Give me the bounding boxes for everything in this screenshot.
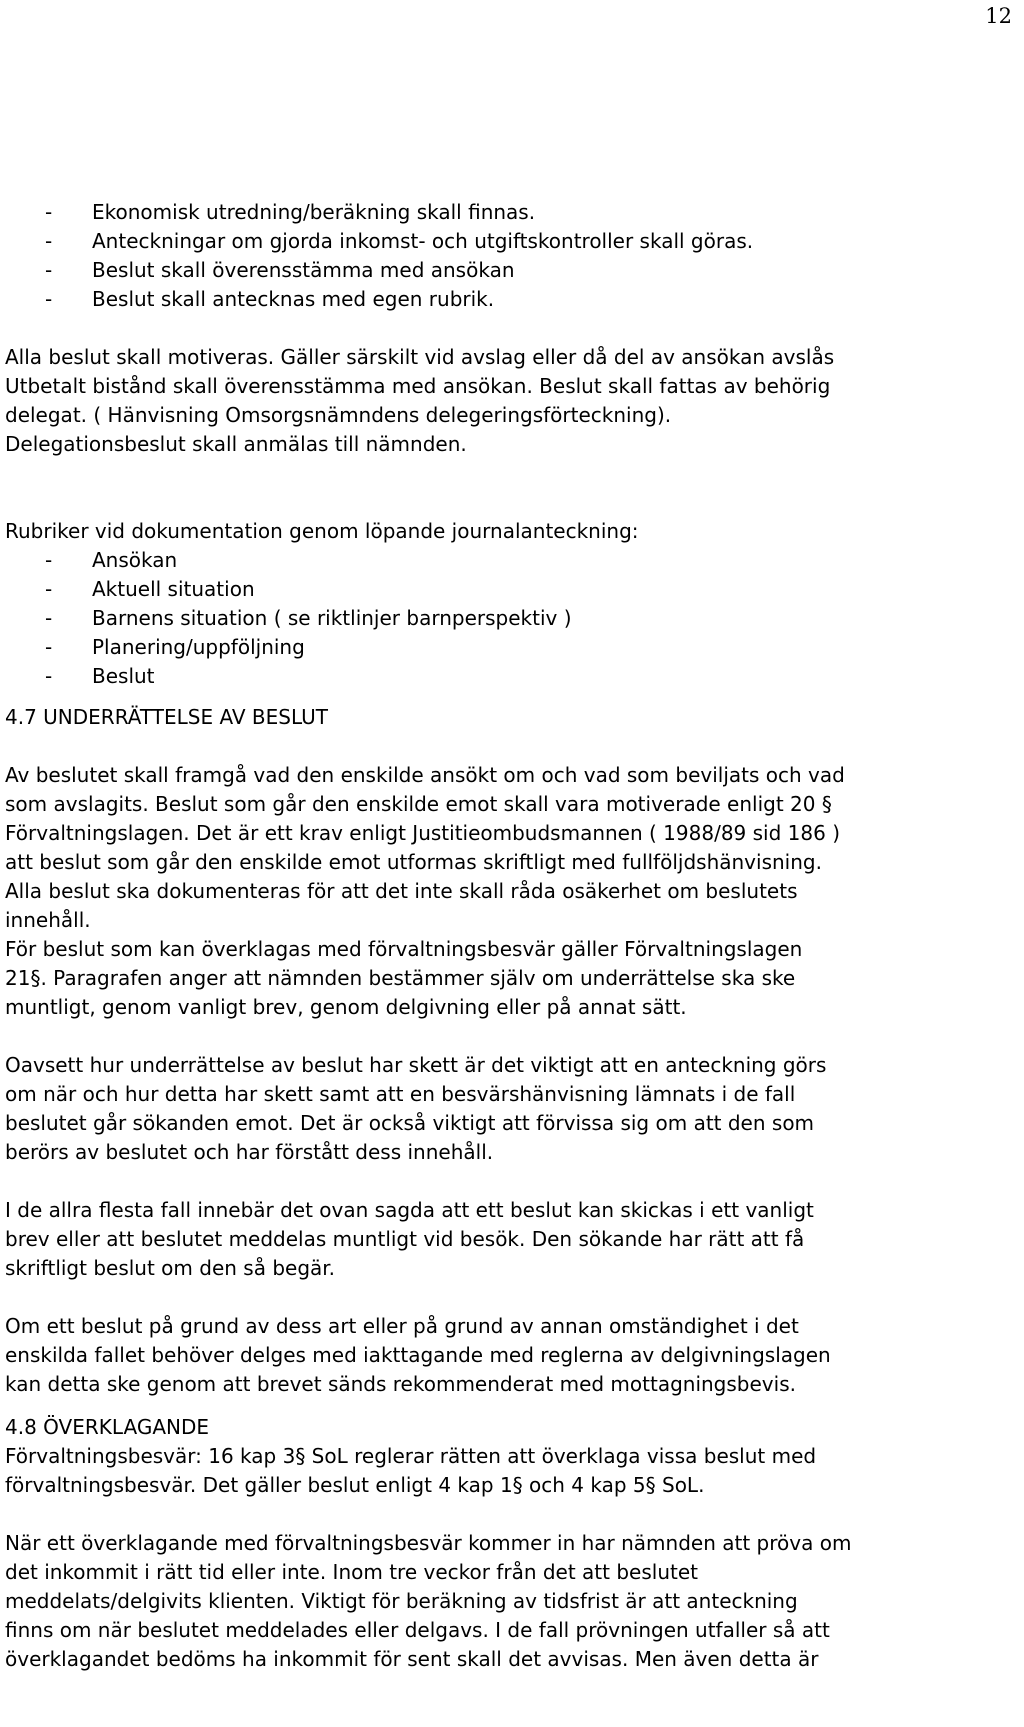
text-line: Av beslutet skall framgå vad den enskilde ansökt om och vad som beviljats och vad xyxy=(5,763,845,787)
text-line: det inkommit i rätt tid eller inte. Inom tre veckor från det att beslutet xyxy=(5,1560,698,1584)
text-line: Oavsett hur underrättelse av beslut har skett är det viktigt att en anteckning görs xyxy=(5,1053,827,1077)
list-item: - Anteckningar om gjorda inkomst- och utgiftskontroller skall göras. xyxy=(5,227,1024,256)
page-number: 12 xyxy=(985,4,1012,28)
text-line: meddelats/delgivits klienten. Viktigt för beräkning av tidsfrist är att anteckning xyxy=(5,1589,798,1613)
text-line: Delegationsbeslut skall anmälas till nämnden. xyxy=(5,432,467,456)
list-item: - Planering/uppföljning xyxy=(5,633,1024,662)
text-line: Alla beslut skall motiveras. Gäller särskilt vid avslag eller då del av ansökan avslås xyxy=(5,345,835,369)
list-item: - Beslut skall antecknas med egen rubrik. xyxy=(5,285,1024,314)
motivation-paragraph xyxy=(5,343,1024,459)
text-line: innehåll. xyxy=(5,908,91,932)
text-line: När ett överklagande med förvaltningsbesvär kommer in har nämnden att pröva om xyxy=(5,1531,852,1555)
list-item: - Beslut skall överensstämma med ansökan xyxy=(5,256,1024,285)
paragraph xyxy=(5,761,1024,1022)
requirements-list xyxy=(5,198,1024,314)
text-line: att beslut som går den enskilde emot utformas skriftligt med fullföljdshänvisning. xyxy=(5,850,822,874)
text-line: För beslut som kan överklagas med förvaltningsbesvär gäller Förvaltningslagen xyxy=(5,937,803,961)
rubriker-section xyxy=(5,517,1024,691)
paragraph xyxy=(5,1529,1024,1674)
text-line: Alla beslut ska dokumenteras för att det inte skall råda osäkerhet om beslutets xyxy=(5,879,798,903)
text-line: Förvaltningslagen. Det är ett krav enligt Justitieombudsmannen ( 1988/89 sid 186 ) xyxy=(5,821,840,845)
text-line: Om ett beslut på grund av dess art eller på grund av annan omständighet i det xyxy=(5,1314,799,1338)
text-line: beslutet går sökanden emot. Det är också viktigt att förvissa sig om att den som xyxy=(5,1111,815,1135)
text-line: berörs av beslutet och har förstått dess innehåll. xyxy=(5,1140,494,1164)
section-heading-4-8: 4.8 ÖVERKLAGANDE xyxy=(5,1415,209,1439)
text-line: Utbetalt bistånd skall överensstämma med ansökan. Beslut skall fattas av behörig xyxy=(5,374,831,398)
section-heading-4-7: 4.7 UNDERRÄTTELSE AV BESLUT xyxy=(5,705,328,729)
text-line: brev eller att beslutet meddelas muntligt vid besök. Den sökande har rätt att få xyxy=(5,1227,805,1251)
paragraph xyxy=(5,1051,1024,1167)
text-line: delegat. ( Hänvisning Omsorgsnämndens delegeringsförteckning). xyxy=(5,403,672,427)
text-line: skriftligt beslut om den så begär. xyxy=(5,1256,336,1280)
paragraph xyxy=(5,1312,1024,1399)
rubriker-intro: Rubriker vid dokumentation genom löpande journalanteckning: xyxy=(5,519,639,543)
text-line: om när och hur detta har skett samt att en besvärshänvisning lämnats i de fall xyxy=(5,1082,796,1106)
list-item: - Ansökan xyxy=(5,546,1024,575)
text-line: överklagandet bedöms ha inkommit för sent skall det avvisas. Men även detta är xyxy=(5,1647,819,1671)
text-line: Förvaltningsbesvär: 16 kap 3§ SoL reglerar rätten att överklaga vissa beslut med xyxy=(5,1444,817,1468)
text-line: kan detta ske genom att brevet sänds rekommenderat med mottagningsbevis. xyxy=(5,1372,796,1396)
text-line: 21§. Paragrafen anger att nämnden bestämmer själv om underrättelse ska ske xyxy=(5,966,796,990)
text-line: I de allra flesta fall innebär det ovan sagda att ett beslut kan skickas i ett vanligt xyxy=(5,1198,814,1222)
text-line: muntligt, genom vanligt brev, genom delgivning eller på annat sätt. xyxy=(5,995,687,1019)
list-item: - Aktuell situation xyxy=(5,575,1024,604)
list-item: - Barnens situation ( se riktlinjer barnperspektiv ) xyxy=(5,604,1024,633)
list-item: - Ekonomisk utredning/beräkning skall finnas. xyxy=(5,198,1024,227)
list-item: - Beslut xyxy=(5,662,1024,691)
document-body xyxy=(5,198,1024,1674)
paragraph xyxy=(5,1442,1024,1500)
text-line: förvaltningsbesvär. Det gäller beslut enligt 4 kap 1§ och 4 kap 5§ SoL. xyxy=(5,1473,705,1497)
text-line: enskilda fallet behöver delges med iakttagande med reglerna av delgivningslagen xyxy=(5,1343,831,1367)
text-line: som avslagits. Beslut som går den enskilde emot skall vara motiverade enligt 20 § xyxy=(5,792,832,816)
text-line: finns om när beslutet meddelades eller delgavs. I de fall prövningen utfaller så att xyxy=(5,1618,830,1642)
paragraph xyxy=(5,1196,1024,1283)
